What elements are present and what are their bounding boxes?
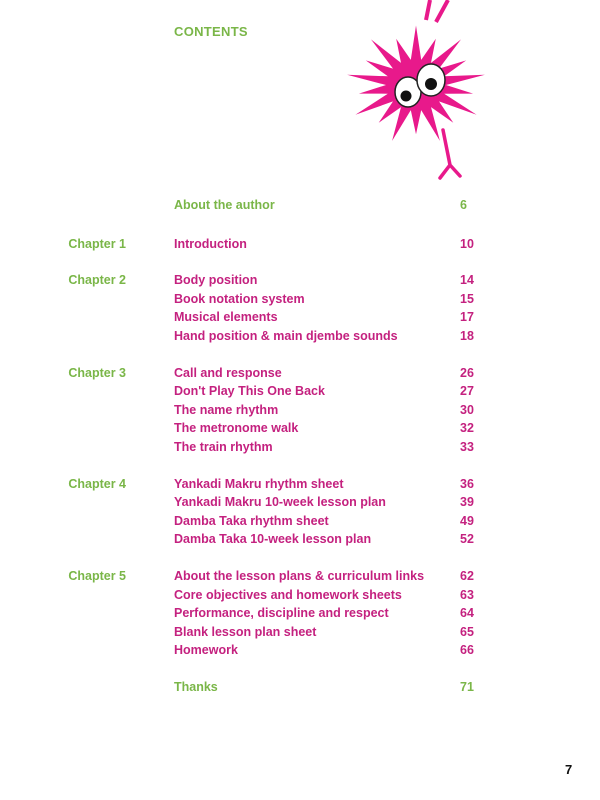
- toc-entry: [0, 366, 600, 385]
- toc-entry-title: Book notation system: [174, 291, 305, 306]
- toc-entry-page: 52: [460, 532, 474, 547]
- page-title: CONTENTS: [174, 24, 248, 39]
- toc-entry-page: 10: [460, 236, 474, 251]
- toc-entry: [0, 273, 600, 292]
- toc-entry-page: 36: [460, 476, 474, 491]
- chapter-label: Chapter 3: [68, 365, 126, 380]
- table-of-contents: [0, 198, 600, 716]
- toc-entry-page: 33: [460, 439, 474, 454]
- toc-entry: [0, 606, 600, 625]
- toc-entry-page: 66: [460, 643, 474, 658]
- toc-section: [0, 366, 600, 459]
- toc-entry-page: 39: [460, 495, 474, 510]
- toc-section: [0, 569, 600, 662]
- toc-entry-title: Damba Taka 10-week lesson plan: [174, 532, 372, 547]
- toc-entry-page: 62: [460, 568, 474, 583]
- chapter-label: Chapter 4: [68, 476, 126, 491]
- toc-entry: [0, 237, 600, 256]
- toc-section: [0, 273, 600, 347]
- toc-entry-page: 15: [460, 291, 474, 306]
- page-number: 7: [565, 762, 573, 777]
- toc-entry-title: The name rhythm: [174, 402, 279, 417]
- toc-entry-title: Yankadi Makru rhythm sheet: [174, 476, 344, 491]
- toc-section: [0, 198, 600, 217]
- toc-entry-title: Yankadi Makru 10-week lesson plan: [174, 495, 386, 510]
- toc-entry-page: 27: [460, 384, 474, 399]
- toc-entry: [0, 440, 600, 459]
- toc-section: [0, 477, 600, 551]
- toc-entry-page: 63: [460, 587, 474, 602]
- toc-entry-page: 30: [460, 402, 474, 417]
- toc-section: [0, 237, 600, 256]
- toc-entry: [0, 532, 600, 551]
- toc-entry-title: The metronome walk: [174, 421, 299, 436]
- toc-entry: [0, 477, 600, 496]
- toc-entry-page: 49: [460, 513, 474, 528]
- toc-entry: [0, 329, 600, 348]
- pink-spiky-creature-icon: [338, 0, 488, 190]
- toc-entry: [0, 384, 600, 403]
- toc-entry-title: Performance, discipline and respect: [174, 606, 389, 621]
- toc-entry: [0, 680, 600, 699]
- toc-entry-title: Core objectives and homework sheets: [174, 587, 402, 602]
- chapter-label: Chapter 2: [68, 273, 126, 288]
- toc-entry-title: Body position: [174, 273, 258, 288]
- toc-entry: [0, 588, 600, 607]
- toc-entry: [0, 495, 600, 514]
- toc-entry-title: Hand position & main djembe sounds: [174, 328, 398, 343]
- toc-entry-page: 17: [460, 310, 474, 325]
- toc-entry: [0, 514, 600, 533]
- toc-entry-title: About the author: [174, 198, 275, 212]
- chapter-label: Chapter 1: [68, 236, 126, 251]
- toc-entry-title: Don't Play This One Back: [174, 384, 325, 399]
- toc-entry-title: About the lesson plans & curriculum links: [174, 568, 425, 583]
- toc-entry-title: Call and response: [174, 365, 282, 380]
- toc-entry: [0, 403, 600, 422]
- toc-entry: [0, 569, 600, 588]
- toc-entry-page: 64: [460, 606, 474, 621]
- toc-entry: [0, 625, 600, 644]
- toc-entry: [0, 198, 600, 217]
- toc-entry-page: 26: [460, 365, 474, 380]
- toc-entry-title: The train rhythm: [174, 439, 273, 454]
- chapter-label: Chapter 5: [68, 568, 126, 583]
- toc-entry-title: Damba Taka rhythm sheet: [174, 513, 329, 528]
- toc-entry-title: Introduction: [174, 236, 247, 251]
- toc-entry: [0, 421, 600, 440]
- toc-entry-page: 6: [460, 198, 467, 212]
- toc-entry-page: 18: [460, 328, 474, 343]
- toc-entry-page: 65: [460, 624, 474, 639]
- toc-entry-title: Blank lesson plan sheet: [174, 624, 317, 639]
- toc-entry: [0, 292, 600, 311]
- toc-entry: [0, 310, 600, 329]
- toc-entry-title: Homework: [174, 643, 238, 658]
- toc-entry-title: Thanks: [174, 679, 218, 694]
- toc-entry-page: 71: [460, 679, 474, 694]
- toc-entry-page: 14: [460, 273, 474, 288]
- toc-entry-page: 32: [460, 421, 474, 436]
- toc-entry-title: Musical elements: [174, 310, 278, 325]
- toc-section: [0, 680, 600, 699]
- toc-entry: [0, 643, 600, 662]
